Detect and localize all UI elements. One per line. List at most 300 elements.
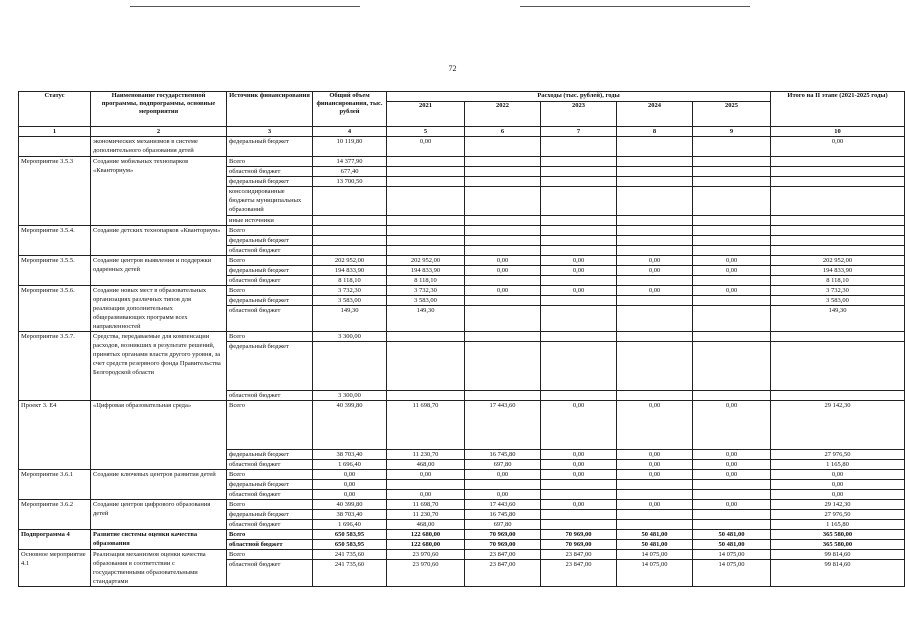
cell-total: 14 377,90 [313, 157, 387, 167]
cell-y2024 [617, 236, 693, 246]
cell-total: 3 300,00 [313, 391, 387, 401]
header-year-2023: 2023 [541, 102, 617, 127]
cell-y2021: 3 583,00 [387, 296, 465, 306]
cell-y2023 [541, 137, 617, 157]
row-source: федеральный бюджет [227, 296, 313, 306]
cell-y2025: 14 075,00 [693, 560, 771, 587]
cell-stage [771, 187, 905, 216]
cell-stage: 3 583,00 [771, 296, 905, 306]
cell-y2025: 0,00 [693, 401, 771, 450]
table-row [19, 332, 905, 342]
cell-y2025 [693, 296, 771, 306]
cell-stage: 27 976,50 [771, 450, 905, 460]
row-source: Всего [227, 226, 313, 236]
cell-y2025: 50 481,00 [693, 530, 771, 540]
table-row [19, 157, 905, 167]
column-number: 5 [387, 127, 465, 137]
row-source: областной бюджет [227, 167, 313, 177]
row-status: Мероприятие 3.5.7. [19, 332, 91, 401]
table-row [19, 550, 905, 560]
column-number: 3 [227, 127, 313, 137]
cell-y2022: 16 745,80 [465, 450, 541, 460]
cell-y2025 [693, 216, 771, 226]
cell-y2021 [387, 187, 465, 216]
cell-y2025: 0,00 [693, 450, 771, 460]
cell-total: 0,00 [313, 490, 387, 500]
row-source: федеральный бюджет [227, 266, 313, 276]
cell-stage: 99 814,60 [771, 550, 905, 560]
cell-y2022 [465, 167, 541, 177]
cell-y2021 [387, 391, 465, 401]
cell-total: 194 833,90 [313, 266, 387, 276]
cell-total: 3 300,00 [313, 332, 387, 342]
cell-y2023: 0,00 [541, 450, 617, 460]
budget-table [18, 91, 905, 587]
column-number: 6 [465, 127, 541, 137]
row-name: Создание детских технопарков «Кванториум» [91, 226, 227, 256]
header-source: Источник финансирования [227, 92, 313, 127]
cell-stage [771, 157, 905, 167]
cell-y2024: 0,00 [617, 500, 693, 510]
cell-y2024 [617, 276, 693, 286]
row-source: Всего [227, 157, 313, 167]
cell-total: 241 735,60 [313, 550, 387, 560]
cell-total: 202 952,00 [313, 256, 387, 266]
cell-y2021 [387, 342, 465, 391]
cell-y2021 [387, 167, 465, 177]
cell-y2023: 70 969,00 [541, 540, 617, 550]
cell-total: 650 583,95 [313, 540, 387, 550]
cell-stage: 99 814,60 [771, 560, 905, 587]
cell-y2025: 0,00 [693, 286, 771, 296]
cell-y2023: 0,00 [541, 470, 617, 480]
cell-y2024 [617, 226, 693, 236]
cell-y2023 [541, 391, 617, 401]
cell-y2021 [387, 157, 465, 167]
cell-y2023 [541, 510, 617, 520]
table-row [19, 401, 905, 450]
row-source: федеральный бюджет [227, 137, 313, 157]
cell-y2025: 14 075,00 [693, 550, 771, 560]
cell-y2022: 70 969,00 [465, 540, 541, 550]
cell-stage [771, 167, 905, 177]
cell-y2023 [541, 157, 617, 167]
cell-y2025 [693, 510, 771, 520]
row-source: Всего [227, 286, 313, 296]
cell-y2024: 14 075,00 [617, 550, 693, 560]
cell-y2021: 0,00 [387, 470, 465, 480]
cell-stage: 0,00 [771, 490, 905, 500]
cell-total: 10 119,80 [313, 137, 387, 157]
row-status: Мероприятие 3.6.1 [19, 470, 91, 500]
cell-y2023 [541, 246, 617, 256]
column-number: 1 [19, 127, 91, 137]
cell-total: 38 703,40 [313, 510, 387, 520]
cell-stage: 194 833,90 [771, 266, 905, 276]
cell-y2024 [617, 342, 693, 391]
cell-y2021: 23 970,60 [387, 560, 465, 587]
cell-y2024 [617, 510, 693, 520]
cell-y2023 [541, 296, 617, 306]
cell-y2021: 0,00 [387, 137, 465, 157]
row-source: областной бюджет [227, 276, 313, 286]
cell-stage [771, 332, 905, 342]
row-name: Создание ключевых центров развития детей [91, 470, 227, 500]
header-stage-total: Итого на II этапе (2021-2025 годы) [771, 92, 905, 127]
row-source: федеральный бюджет [227, 236, 313, 246]
row-source: областной бюджет [227, 560, 313, 587]
row-status: Проект 3. Е4 [19, 401, 91, 470]
cell-y2024 [617, 391, 693, 401]
cell-y2025 [693, 177, 771, 187]
row-name: Создание центров цифрового образования детей [91, 500, 227, 530]
cell-y2024: 0,00 [617, 460, 693, 470]
row-source: федеральный бюджет [227, 510, 313, 520]
row-source: Всего [227, 530, 313, 540]
cell-y2021: 8 118,10 [387, 276, 465, 286]
cell-y2025 [693, 236, 771, 246]
cell-y2022 [465, 342, 541, 391]
cell-y2022: 0,00 [465, 470, 541, 480]
row-source: Всего [227, 500, 313, 510]
cell-total: 40 399,80 [313, 401, 387, 450]
row-status: Мероприятие 3.5.6. [19, 286, 91, 332]
cell-total: 0,00 [313, 470, 387, 480]
cell-y2021: 122 680,00 [387, 540, 465, 550]
cell-y2022 [465, 216, 541, 226]
cell-total [313, 226, 387, 236]
cell-stage: 0,00 [771, 480, 905, 490]
cell-y2023: 0,00 [541, 286, 617, 296]
cell-y2023: 23 847,00 [541, 560, 617, 587]
cell-stage: 3 732,30 [771, 286, 905, 296]
cell-stage: 1 165,80 [771, 460, 905, 470]
cell-y2021: 11 698,70 [387, 500, 465, 510]
cell-y2022 [465, 391, 541, 401]
top-left-rule [130, 6, 360, 7]
cell-y2023: 0,00 [541, 401, 617, 450]
cell-y2023: 0,00 [541, 460, 617, 470]
cell-stage: 8 118,10 [771, 276, 905, 286]
cell-total: 38 703,40 [313, 450, 387, 460]
cell-y2024: 14 075,00 [617, 560, 693, 587]
row-source: федеральный бюджет [227, 177, 313, 187]
cell-total: 13 700,50 [313, 177, 387, 187]
row-status: Мероприятие 3.5.4. [19, 226, 91, 256]
header-name: Наименование государственной программы, подпрограммы, основные мероприятия [91, 92, 227, 127]
header-total: Общий объем финансирования, тыс. рублей [313, 92, 387, 127]
cell-stage: 0,00 [771, 470, 905, 480]
cell-y2021 [387, 236, 465, 246]
cell-y2021: 468,00 [387, 520, 465, 530]
cell-y2022 [465, 276, 541, 286]
cell-y2022: 0,00 [465, 266, 541, 276]
cell-y2024: 0,00 [617, 470, 693, 480]
table-row [19, 137, 905, 157]
cell-total [313, 246, 387, 256]
column-number: 7 [541, 127, 617, 137]
cell-y2022: 697,80 [465, 520, 541, 530]
cell-y2023 [541, 187, 617, 216]
row-source: областной бюджет [227, 490, 313, 500]
cell-y2021 [387, 177, 465, 187]
row-source: Всего [227, 470, 313, 480]
cell-y2022: 0,00 [465, 256, 541, 266]
table-row [19, 530, 905, 540]
cell-y2024: 0,00 [617, 450, 693, 460]
cell-total [313, 216, 387, 226]
row-source: Всего [227, 550, 313, 560]
cell-y2022: 23 847,00 [465, 550, 541, 560]
cell-y2025 [693, 226, 771, 236]
cell-y2025 [693, 157, 771, 167]
cell-y2024 [617, 296, 693, 306]
cell-y2021: 194 833,90 [387, 266, 465, 276]
cell-stage: 365 580,00 [771, 540, 905, 550]
cell-y2022: 17 443,60 [465, 401, 541, 450]
cell-y2025 [693, 332, 771, 342]
cell-y2021 [387, 246, 465, 256]
cell-y2022: 0,00 [465, 286, 541, 296]
header-year-2025: 2025 [693, 102, 771, 127]
cell-y2024: 50 481,00 [617, 530, 693, 540]
table-row [19, 256, 905, 266]
cell-y2021: 122 680,00 [387, 530, 465, 540]
cell-total: 650 583,95 [313, 530, 387, 540]
cell-y2022: 0,00 [465, 490, 541, 500]
column-number: 8 [617, 127, 693, 137]
cell-stage [771, 342, 905, 391]
column-number: 10 [771, 127, 905, 137]
header-year-2022: 2022 [465, 102, 541, 127]
cell-y2025: 50 481,00 [693, 540, 771, 550]
row-source: Всего [227, 332, 313, 342]
cell-stage [771, 246, 905, 256]
cell-total: 1 696,40 [313, 520, 387, 530]
cell-y2022 [465, 306, 541, 332]
cell-y2023: 0,00 [541, 500, 617, 510]
row-source: федеральный бюджет [227, 450, 313, 460]
cell-y2023: 23 847,00 [541, 550, 617, 560]
cell-y2022: 697,80 [465, 460, 541, 470]
row-status: Мероприятие 3.5.5. [19, 256, 91, 286]
cell-y2024 [617, 157, 693, 167]
cell-y2023 [541, 306, 617, 332]
cell-total: 40 399,80 [313, 500, 387, 510]
header-expenses: Расходы (тыс. рублей), годы [387, 92, 771, 102]
row-name: Создание мобильных технопарков «Кванториум» [91, 157, 227, 226]
cell-y2023 [541, 276, 617, 286]
cell-stage: 1 165,80 [771, 520, 905, 530]
cell-stage [771, 391, 905, 401]
cell-y2025: 0,00 [693, 500, 771, 510]
cell-y2021 [387, 332, 465, 342]
row-name: Развитие системы оценки качества образования [91, 530, 227, 550]
cell-y2024: 0,00 [617, 266, 693, 276]
cell-total: 241 735,60 [313, 560, 387, 587]
cell-y2022: 23 847,00 [465, 560, 541, 587]
cell-y2023 [541, 490, 617, 500]
cell-total: 1 696,40 [313, 460, 387, 470]
row-name: «Цифровая образовательная среда» [91, 401, 227, 470]
cell-stage: 202 952,00 [771, 256, 905, 266]
header-year-2021: 2021 [387, 102, 465, 127]
cell-y2023 [541, 480, 617, 490]
cell-stage: 0,00 [771, 137, 905, 157]
cell-y2024: 0,00 [617, 401, 693, 450]
cell-y2021 [387, 480, 465, 490]
cell-y2022 [465, 480, 541, 490]
row-source: иные источники [227, 216, 313, 226]
cell-total [313, 342, 387, 391]
cell-y2022: 17 443,60 [465, 500, 541, 510]
cell-y2022: 70 969,00 [465, 530, 541, 540]
cell-y2024 [617, 137, 693, 157]
row-name: Средства, передаваемые для компенсации расходов, возникших в результате решений, принятых органами власти другого уровня, за счет средств резервного фонда Правительства Белгородской области [91, 332, 227, 401]
cell-y2025 [693, 137, 771, 157]
row-name: Создание центров выявления и поддержки одаренных детей [91, 256, 227, 286]
cell-y2022 [465, 177, 541, 187]
cell-y2024 [617, 187, 693, 216]
row-source: областной бюджет [227, 306, 313, 332]
row-source: консолидированные бюджеты муниципальных образований [227, 187, 313, 216]
row-source: Всего [227, 256, 313, 266]
row-status: Мероприятие 3.5.3 [19, 157, 91, 226]
cell-y2025 [693, 246, 771, 256]
cell-y2021: 0,00 [387, 490, 465, 500]
cell-total: 3 583,00 [313, 296, 387, 306]
cell-y2022 [465, 137, 541, 157]
cell-y2024 [617, 216, 693, 226]
row-name: Создание новых мест в образовательных организациях различных типов для реализации дополнительных общеразвивающих программ всех направленностей [91, 286, 227, 332]
row-status: Подпрограмма 4 [19, 530, 91, 550]
cell-y2025: 0,00 [693, 266, 771, 276]
row-source: областной бюджет [227, 460, 313, 470]
row-status: Мероприятие 3.6.2 [19, 500, 91, 530]
row-source: областной бюджет [227, 520, 313, 530]
cell-y2021 [387, 226, 465, 236]
cell-y2021: 11 230,70 [387, 450, 465, 460]
cell-y2023 [541, 342, 617, 391]
cell-y2023: 70 969,00 [541, 530, 617, 540]
cell-y2021: 149,30 [387, 306, 465, 332]
row-source: областной бюджет [227, 246, 313, 256]
row-source: областной бюджет [227, 391, 313, 401]
cell-y2025 [693, 391, 771, 401]
cell-y2025 [693, 342, 771, 391]
cell-y2021: 23 970,60 [387, 550, 465, 560]
cell-stage: 29 142,30 [771, 401, 905, 450]
cell-y2025 [693, 167, 771, 177]
cell-y2023 [541, 332, 617, 342]
cell-y2022 [465, 246, 541, 256]
cell-y2021: 11 230,70 [387, 510, 465, 520]
cell-total: 0,00 [313, 480, 387, 490]
cell-total: 3 732,30 [313, 286, 387, 296]
cell-stage: 27 976,50 [771, 510, 905, 520]
cell-y2025: 0,00 [693, 256, 771, 266]
cell-stage [771, 226, 905, 236]
cell-y2024 [617, 520, 693, 530]
cell-stage [771, 177, 905, 187]
cell-y2023: 0,00 [541, 266, 617, 276]
header-year-2024: 2024 [617, 102, 693, 127]
cell-y2022 [465, 157, 541, 167]
cell-y2021: 3 732,30 [387, 286, 465, 296]
table-body [19, 137, 905, 587]
cell-y2025 [693, 520, 771, 530]
cell-y2022 [465, 236, 541, 246]
cell-y2024 [617, 246, 693, 256]
cell-y2021 [387, 216, 465, 226]
row-status: Основное мероприятие 4.1 [19, 550, 91, 587]
cell-y2025 [693, 490, 771, 500]
cell-y2021: 202 952,00 [387, 256, 465, 266]
cell-y2022: 16 745,80 [465, 510, 541, 520]
cell-y2025: 0,00 [693, 460, 771, 470]
column-number: 2 [91, 127, 227, 137]
cell-y2025: 0,00 [693, 470, 771, 480]
header-row [19, 92, 905, 102]
cell-y2024 [617, 177, 693, 187]
cell-stage: 149,30 [771, 306, 905, 332]
cell-y2024 [617, 480, 693, 490]
cell-y2023 [541, 226, 617, 236]
cell-total: 149,30 [313, 306, 387, 332]
table-row [19, 470, 905, 480]
cell-y2024: 0,00 [617, 256, 693, 266]
column-number: 4 [313, 127, 387, 137]
cell-y2023 [541, 177, 617, 187]
cell-total: 8 118,10 [313, 276, 387, 286]
cell-stage [771, 216, 905, 226]
table-row [19, 286, 905, 296]
column-number: 9 [693, 127, 771, 137]
table-row [19, 226, 905, 236]
cell-y2023 [541, 520, 617, 530]
cell-y2023 [541, 216, 617, 226]
cell-y2023: 0,00 [541, 256, 617, 266]
cell-y2022 [465, 332, 541, 342]
cell-y2024 [617, 490, 693, 500]
cell-y2022 [465, 226, 541, 236]
row-source: Всего [227, 401, 313, 450]
cell-total [313, 187, 387, 216]
cell-stage: 365 580,00 [771, 530, 905, 540]
cell-y2025 [693, 306, 771, 332]
cell-y2024 [617, 167, 693, 177]
cell-stage [771, 236, 905, 246]
top-right-rule [520, 6, 750, 7]
cell-total: 677,40 [313, 167, 387, 177]
cell-y2024: 0,00 [617, 286, 693, 296]
cell-total [313, 236, 387, 246]
cell-y2023 [541, 236, 617, 246]
row-source: федеральный бюджет [227, 342, 313, 391]
cell-y2024 [617, 306, 693, 332]
cell-y2022 [465, 187, 541, 216]
cell-y2022 [465, 296, 541, 306]
row-source: федеральный бюджет [227, 480, 313, 490]
cell-y2024: 50 481,00 [617, 540, 693, 550]
cell-y2025 [693, 480, 771, 490]
page-number: 72 [448, 64, 457, 73]
table-row [19, 500, 905, 510]
cell-y2021: 11 698,70 [387, 401, 465, 450]
cell-y2025 [693, 276, 771, 286]
cell-y2021: 468,00 [387, 460, 465, 470]
row-status [19, 137, 91, 157]
